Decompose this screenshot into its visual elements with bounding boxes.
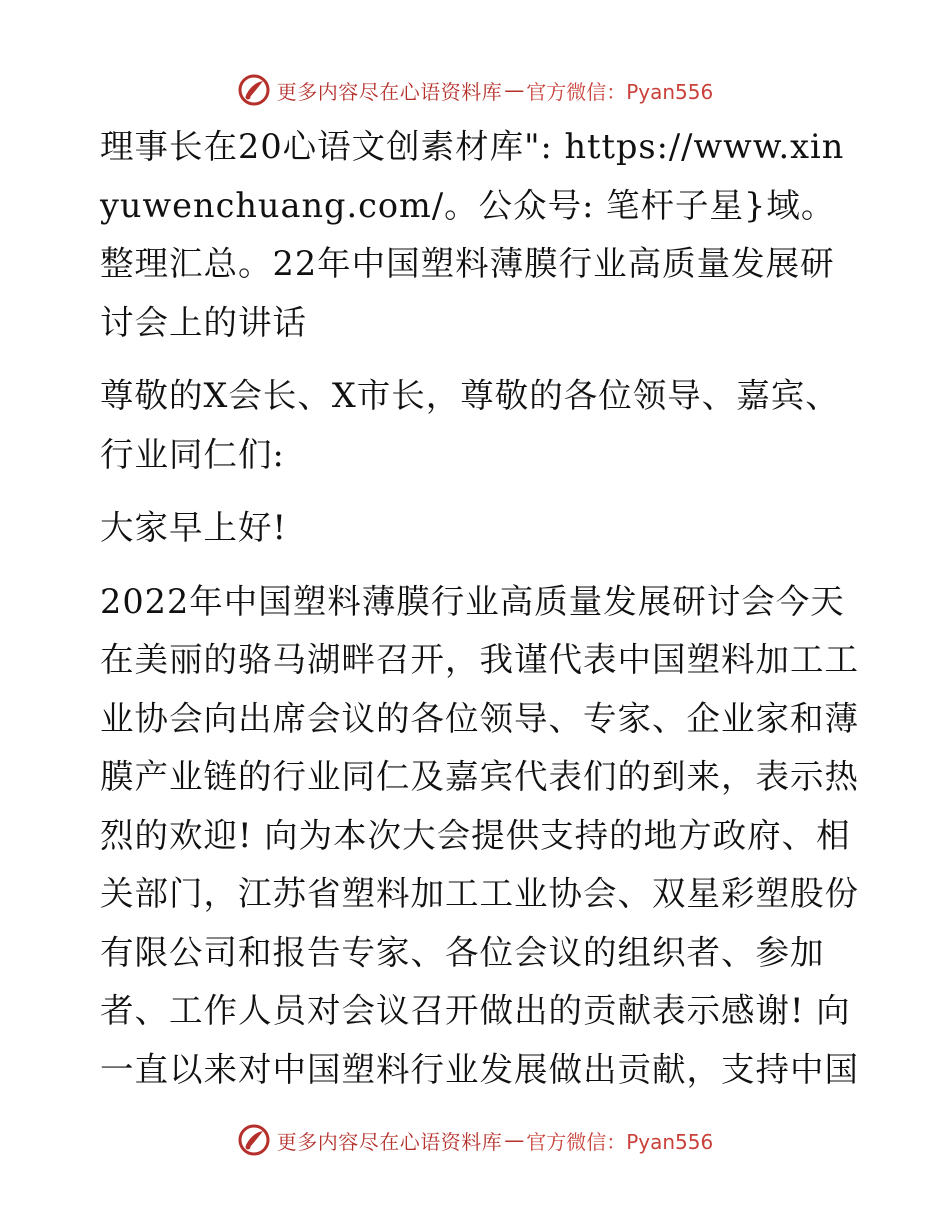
paragraph-body: 2022年中国塑料薄膜行业高质量发展研讨会今天在美丽的骆马湖畔召开，我谨代表中国塑料加工工业协会向出席会议的各位领导、专家、企业家和薄膜产业链的行业同仁及嘉宾代表们的到来，表示热烈的欢迎! 向为本次大会提供支持的地方政府、相关部门，江苏省塑料加工工业协会、双星彩塑股份有限公司和报告专家、各位会议的组织者、参加者、工作人员对会议召开做出的贡献表示感谢! 向一直以来对中国塑料行业发展做出贡献，支持中国 bbox=[100, 581, 859, 1089]
document-body bbox=[100, 118, 860, 1114]
header-watermark bbox=[0, 70, 950, 110]
watermark-separator: — bbox=[504, 78, 525, 102]
paragraph-salutation: 尊敬的X会长、X市长，尊敬的各位领导、嘉宾、行业同仁们: bbox=[100, 376, 840, 474]
brush-logo-icon bbox=[237, 1123, 271, 1157]
watermark-brand: 更多内容尽在心语资料库 bbox=[276, 79, 503, 104]
watermark-brand: 更多内容尽在心语资料库 bbox=[276, 1129, 503, 1154]
footer-watermark bbox=[0, 1120, 950, 1160]
paragraph-intro: 理事长在20心语文创素材库": https://www.xinyuwenchuang.com/。公众号: 笔杆子星}域。整理汇总。22年中国塑料薄膜行业高质量发展研讨会上的讲话 bbox=[100, 127, 845, 342]
watermark-separator: — bbox=[504, 1128, 525, 1152]
watermark-suffix: 官方微信：Pyan556 bbox=[526, 1129, 714, 1154]
paragraph-greeting: 大家早上好! bbox=[100, 508, 287, 547]
watermark-suffix: 官方微信：Pyan556 bbox=[526, 79, 714, 104]
brush-logo-icon bbox=[237, 73, 271, 107]
